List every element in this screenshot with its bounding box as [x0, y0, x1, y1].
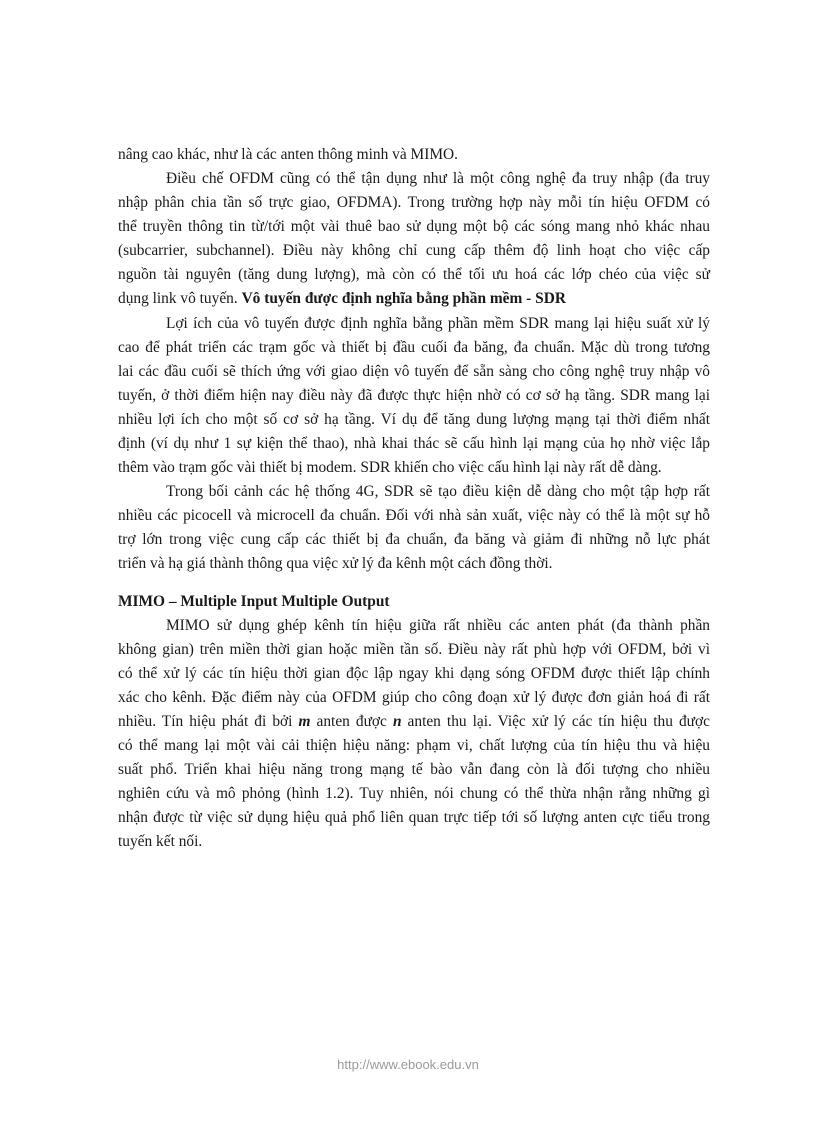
- sdr-heading: Vô tuyến được định nghĩa bằng phần mềm - SDR: [241, 290, 566, 307]
- paragraph-line: nhiều các picocell và microcell đa chuẩn. Đối với nhà sản xuất, việc này có thể là một sự hỗ: [118, 507, 710, 524]
- paragraph-line: cao để phát triển các trạm gốc và thiết bị đầu cuối đa băng, đa chuẩn. Mặc dù trong tương: [118, 339, 710, 356]
- paragraph-line: thêm vào trạm gốc vài thiết bị modem. SDR khiến cho việc cấu hình lại này rất dễ dàng.: [118, 459, 662, 476]
- paragraph-text: dụng link vô tuyến.: [118, 290, 238, 307]
- paragraph-line: triển và hạ giá thành thông qua việc xử lý đa kênh một cách đồng thời.: [118, 555, 553, 572]
- paragraph-line: lai các đầu cuối sẽ thích ứng với giao diện vô tuyến để sẵn sàng cho công nghệ truy nhập vô: [118, 363, 710, 380]
- paragraph-line: Điều chế OFDM cũng có thể tận dụng như là một công nghệ đa truy nhập (đa truy: [166, 170, 710, 187]
- paragraph-line: thể truyền thông tin từ/tới một vài thuê bao sử dụng một bộ các sóng mang nhỏ khác nhau: [118, 218, 710, 235]
- paragraph-text: nhiều. Tín hiệu phát đi bởi: [118, 713, 299, 730]
- paragraph-line: không gian) trên miền thời gian hoặc miền tần số. Điều này rất phù hợp với OFDM, bởi vì: [118, 641, 710, 658]
- paragraph-line: nhận được từ việc sử dụng hiệu quả phổ liên quan trực tiếp tới số lượng anten cực tiểu trong: [118, 809, 710, 826]
- paragraph-line: Trong bối cảnh các hệ thống 4G, SDR sẽ tạo điều kiện dễ dàng cho một tập hợp rất: [166, 483, 710, 500]
- paragraph-line: [118, 290, 710, 308]
- paragraph-line: định (ví dụ như 1 sự kiện thể thao), nhà khai thác sẽ cấu hình lại mạng của họ nhờ việc lắp: [118, 435, 710, 452]
- paragraph-line: nghiên cứu và mô phỏng (hình 1.2). Tuy nhiên, nói chung có thể thừa nhận rằng những gì: [118, 785, 710, 802]
- paragraph-text: anten thu lại. Việc xử lý các tín hiệu thu được: [401, 713, 710, 730]
- paragraph-line: tuyến, ở thời điểm hiện nay điều này đã được thực hiện nhờ có cơ sở hạ tầng. SDR mang lại: [118, 387, 710, 404]
- variable-n: n: [392, 713, 402, 730]
- paragraph-line: (subcarrier, subchannel). Điều này không chỉ cung cấp thêm độ linh hoạt cho việc cấp: [118, 242, 710, 259]
- variable-m: m: [298, 713, 311, 730]
- paragraph-line: có thể mang lại một vài cải thiện hiệu năng: phạm vi, chất lượng của tín hiệu thu và hiệu: [118, 737, 710, 754]
- paragraph-text: anten được: [310, 713, 393, 730]
- paragraph-line: nâng cao khác, như là các anten thông minh và MIMO.: [118, 146, 458, 163]
- paragraph-line: suất phổ. Triển khai hiệu năng trong mạng tế bào vẫn đang còn là đối tượng cho nhiều: [118, 761, 710, 778]
- paragraph-line: có thể xử lý các tín hiệu thời gian độc lập ngay khi dạng sóng OFDM được thiết lập chính: [118, 665, 710, 682]
- paragraph-line: Lợi ích của vô tuyến được định nghĩa bằng phần mềm SDR mang lại hiệu suất xử lý: [166, 315, 710, 332]
- paragraph-line: tuyến kết nối.: [118, 833, 203, 850]
- paragraph-line: [118, 713, 710, 731]
- paragraph-line: nhập phân chia tần số trực giao, OFDMA). Trong trường hợp này mỗi tín hiệu OFDM có: [118, 194, 710, 211]
- mimo-heading: MIMO – Multiple Input Multiple Output: [118, 593, 390, 610]
- paragraph-line: nguồn tài nguyên (tăng dung lượng), mà còn có thể tối ưu hoá các lớp chéo của việc sử: [118, 266, 710, 283]
- paragraph-line: nhiều lợi ích cho một số cơ sở hạ tầng. Ví dụ để tăng dung lượng mạng tại thời điểm nhất: [118, 411, 710, 428]
- paragraph-line: xác cho kênh. Đặc điểm này của OFDM giúp cho công đoạn xử lý được đơn giản hoá đi rất: [118, 689, 710, 706]
- paragraph-line: MIMO sử dụng ghép kênh tín hiệu giữa rất nhiều các anten phát (đa thành phần: [166, 617, 710, 634]
- paragraph-line: trợ lớn trong việc cung cấp các thiết bị đa chuẩn, đa băng và giảm đi những nỗ lực phát: [118, 531, 710, 548]
- footer-url: http://www.ebook.edu.vn: [337, 1057, 479, 1072]
